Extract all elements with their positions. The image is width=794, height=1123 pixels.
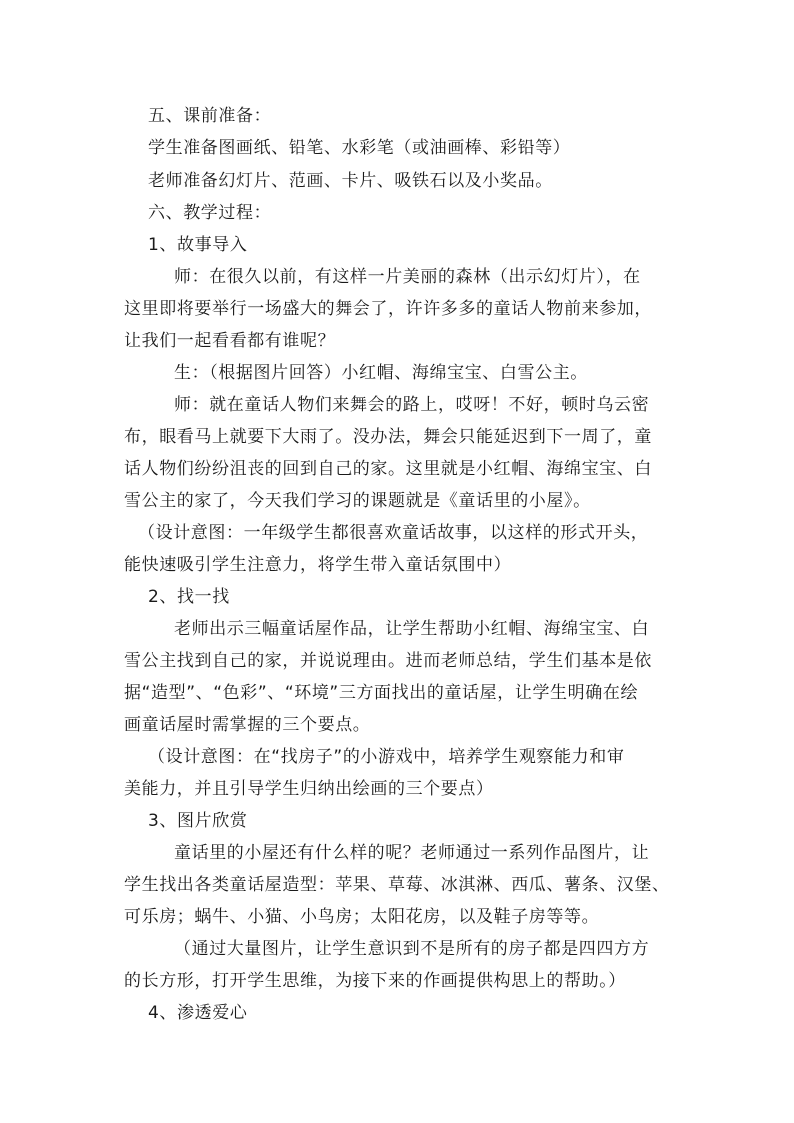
paragraph-line: 这里即将要举行一场盛大的舞会了，许许多多的童话人物前来参加， [124,299,652,319]
paragraph-line: 布，眼看马上就要下大雨了。没办法，舞会只能延迟到下一周了，童 [124,427,652,447]
design-intent-note: 的长方形，打开学生思维，为接下来的作画提供构思上的帮助。） [124,971,626,991]
paragraph-line: 雪公主找到自己的家，并说说理由。进而老师总结，学生们基本是依 [124,651,652,671]
paragraph-line: 童话里的小屋还有什么样的呢？老师通过一系列作品图片，让 [174,843,650,863]
paragraph-line: 学生找出各类童话屋造型：苹果、草莓、冰淇淋、西瓜、薯条、汉堡、 [124,875,670,895]
paragraph-line: 老师出示三幅童话屋作品，让学生帮助小红帽、海绵宝宝、白 [174,619,650,639]
paragraph-line: 老师准备幻灯片、范画、卡片、吸铁石以及小奖品。 [148,171,553,191]
design-intent-note: 能快速吸引学生注意力，将学生带入童话氛围中） [124,555,512,575]
paragraph-line: 据“造型”、“色彩”、“环境”三方面找出的童话屋，让学生明确在绘 [124,683,639,703]
design-intent-note: （通过大量图片，让学生意识到不是所有的房子都是四四方方 [174,939,650,959]
section-heading-preparation: 五、课前准备： [148,106,272,126]
paragraph-line: 话人物们纷纷沮丧的回到自己的家。这里就是小红帽、海绵宝宝、白 [124,459,652,479]
design-intent-note: （设计意图：一年级学生都很喜欢童话故事，以这样的形式开头， [138,523,649,543]
paragraph-line: 师：就在童话人物们来舞会的路上，哎呀！不好，顿时乌云密 [174,395,650,415]
paragraph-line: 雪公主的家了，今天我们学习的课题就是《童话里的小屋》。 [124,491,591,511]
subsection-heading-picture-appreciation: 3、图片欣赏 [148,811,248,831]
design-intent-note: （设计意图：在“找房子”的小游戏中，培养学生观察能力和审 [148,747,625,767]
paragraph-line: 生：（根据图片回答）小红帽、海绵宝宝、白雪公主。 [174,363,588,383]
subsection-heading-story-intro: 1、故事导入 [148,235,248,255]
paragraph-line: 让我们一起看看都有谁呢？ [124,331,336,351]
paragraph-line: 师：在很久以前，有这样一片美丽的森林（出示幻灯片），在 [174,267,641,287]
paragraph-line: 可乐房；蜗牛、小猫、小鸟房；太阳花房，以及鞋子房等等。 [124,907,600,927]
paragraph-line: 画童话屋时需掌握的三个要点。 [124,715,371,735]
design-intent-note: 美能力，并且引导学生归纳出绘画的三个要点） [124,779,494,799]
paragraph-line: 学生准备图画纸、铅笔、水彩笔（或油画棒、彩铅等） [148,138,571,158]
subsection-heading-find: 2、找一找 [148,587,230,607]
subsection-heading-love: 4、渗透爱心 [148,1003,248,1023]
section-heading-teaching-process: 六、教学过程： [148,203,272,223]
